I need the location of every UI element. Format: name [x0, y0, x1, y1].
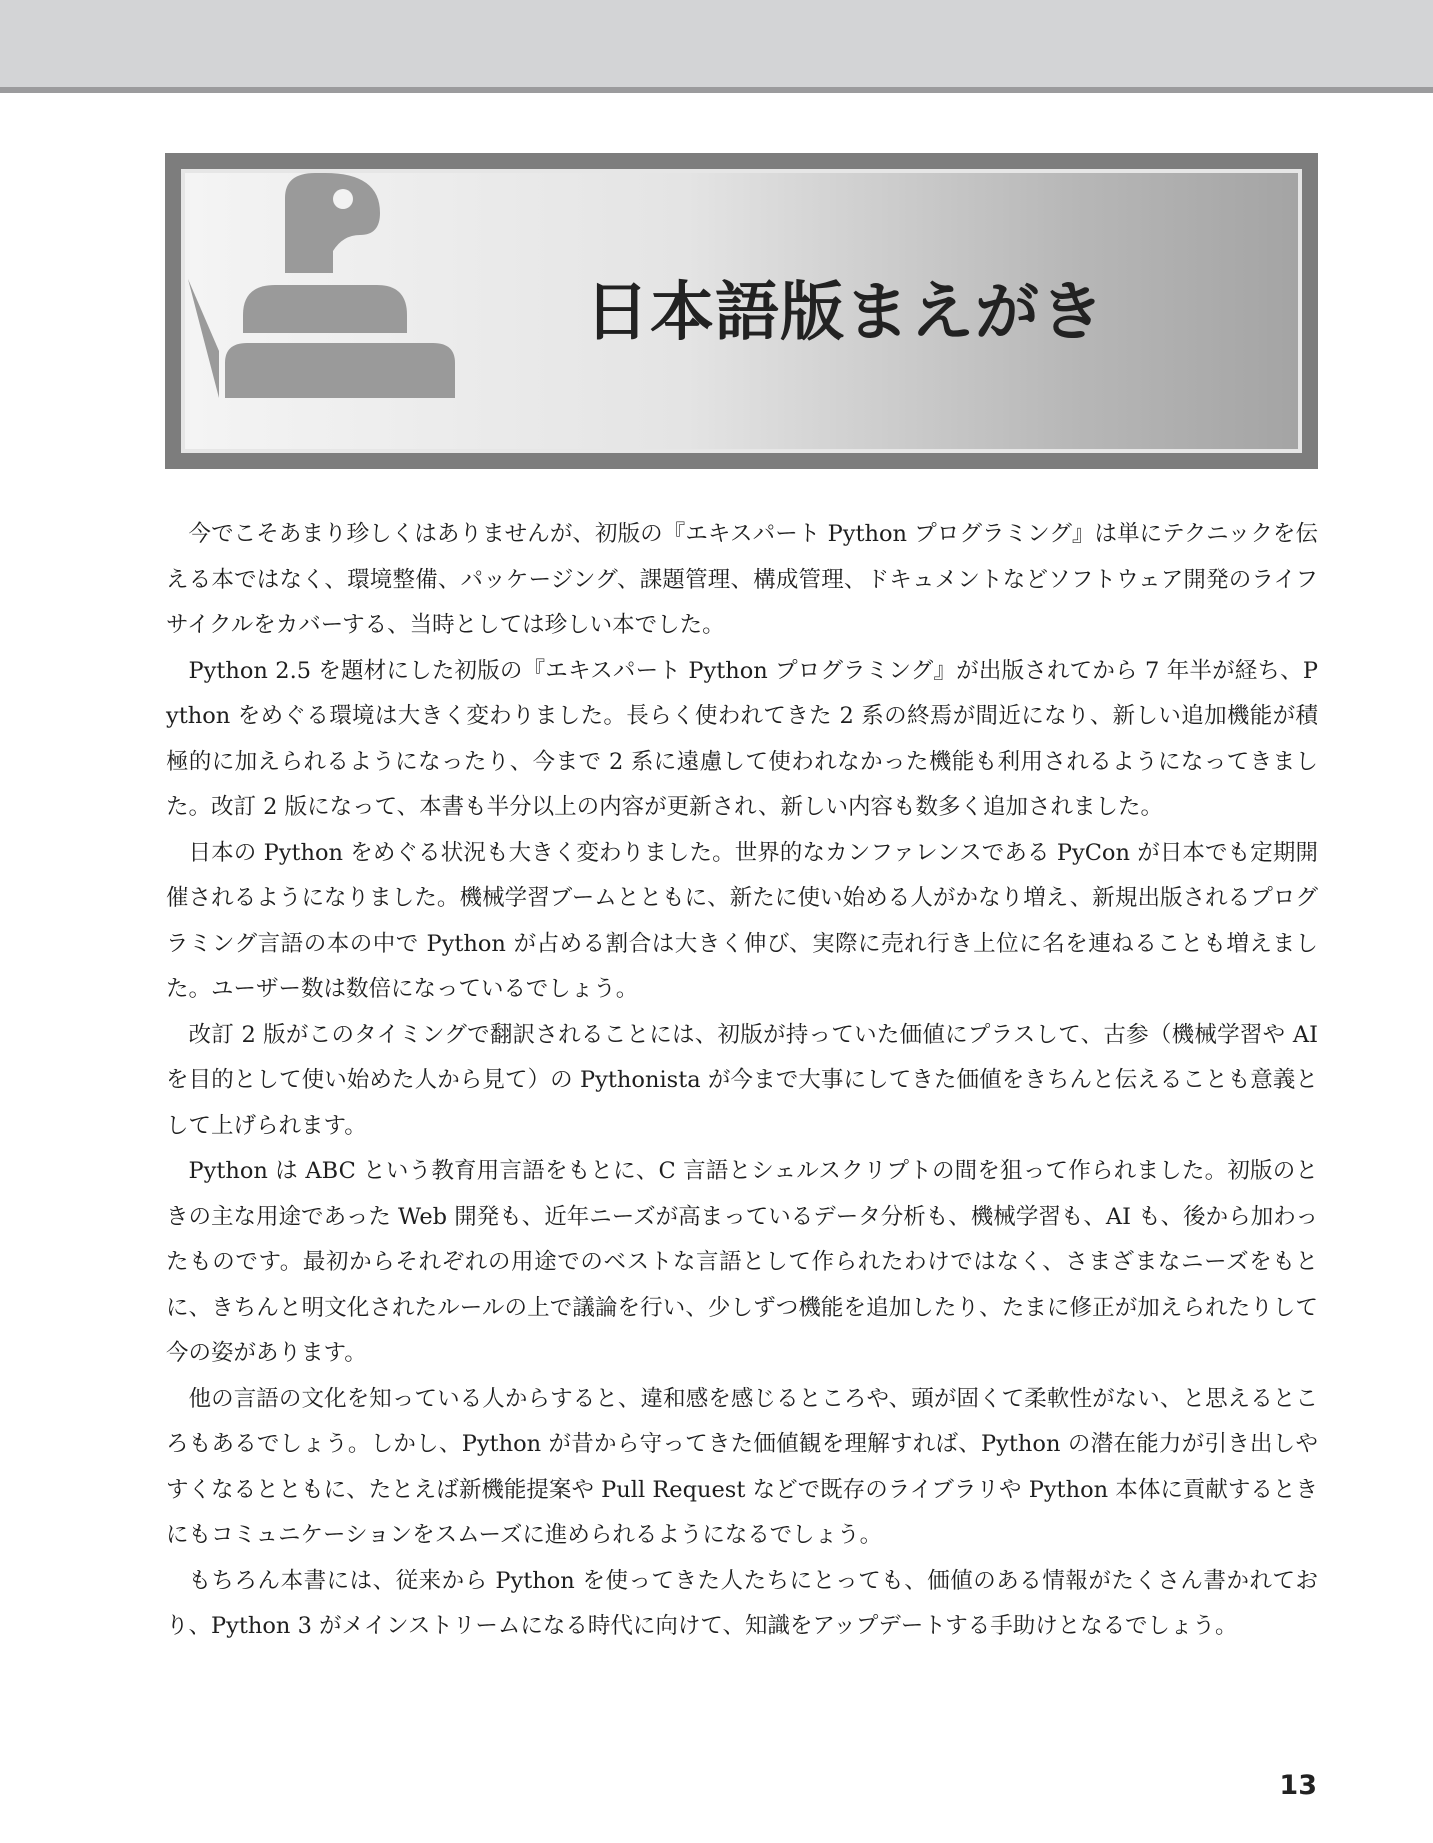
paragraph: 改訂 2 版がこのタイミングで翻訳されることには、初版が持っていた価値にプラスして、古参（機械学習や AI を目的として使い始めた人から見て）の Pythonista が今まで大事にしてきた価値をきちんと伝えることも意義として上げられます。 — [166, 1021, 1318, 1139]
paragraph: 他の言語の文化を知っている人からすると、違和感を感じるところや、頭が固くて柔軟性がない、と思えるところもあるでしょう。しかし、Python が昔から守ってきた価値観を理解すれば、Python の潜在能力が引き出しやすくなるとともに、たとえば新機能提案や Pull Request などで既存のライブラリや Python 本体に貢献するときにもコミュニケーションをスムーズに進められるようになるでしょう。 — [166, 1385, 1318, 1548]
paragraph: 日本の Python をめぐる状況も大きく変わりました。世界的なカンファレンスである PyCon が日本でも定期開催されるようになりました。機械学習ブームとともに、新たに使い始める人がかなり増え、新規出版されるプログラミング言語の本の中で Python が占める割合は大きく伸び、実際に売れ行き上位に名を連ねることも増えました。ユーザー数は数倍になっているでしょう。 — [166, 839, 1318, 1002]
chapter-banner — [165, 153, 1318, 469]
page-number: 13 — [1279, 1770, 1317, 1801]
header-band — [0, 0, 1433, 93]
page-title: 日本語版まえがき — [585, 276, 1105, 350]
banner-inner-panel — [181, 169, 1302, 453]
paragraph: Python 2.5 を題材にした初版の『エキスパート Python プログラミング』が出版されてから 7 年半が経ち、Python をめぐる環境は大きく変わりました。長らく使われてきた 2 系の終焉が間近になり、新しい追加機能が積極的に加えられるようになったり、今まで 2 系に遠慮して使われなかった機能も利用されるようになってきました。改訂 2 版になって、本書も半分以上の内容が更新され、新しい内容も数多く追加されました。 — [166, 657, 1318, 820]
paragraph: Python は ABC という教育用言語をもとに、C 言語とシェルスクリプトの間を狙って作られました。初版のときの主な用途であった Web 開発も、近年ニーズが高まっているデータ分析も、機械学習も、AI も、後から加わったものです。最初からそれぞれの用途でのベストな言語として作られたわけではなく、さまざまなニーズをもとに、きちんと明文化されたルールの上で議論を行い、少しずつ機能を追加したり、たまに修正が加えられたりして今の姿があります。 — [166, 1158, 1318, 1366]
paragraph: 今でこそあまり珍しくはありませんが、初版の『エキスパート Python プログラミング』は単にテクニックを伝える本ではなく、環境整備、パッケージング、課題管理、構成管理、ドキュメントなどソフトウェア開発のライフサイクルをカバーする、当時としては珍しい本でした。 — [166, 521, 1318, 638]
python-snake-icon — [185, 173, 485, 453]
paragraph: もちろん本書には、従来から Python を使ってきた人たちにとっても、価値のある情報がたくさん書かれており、Python 3 がメインストリームになる時代に向けて、知識をアップデートする手助けとなるでしょう。 — [166, 1567, 1318, 1639]
body-text — [166, 512, 1318, 1650]
